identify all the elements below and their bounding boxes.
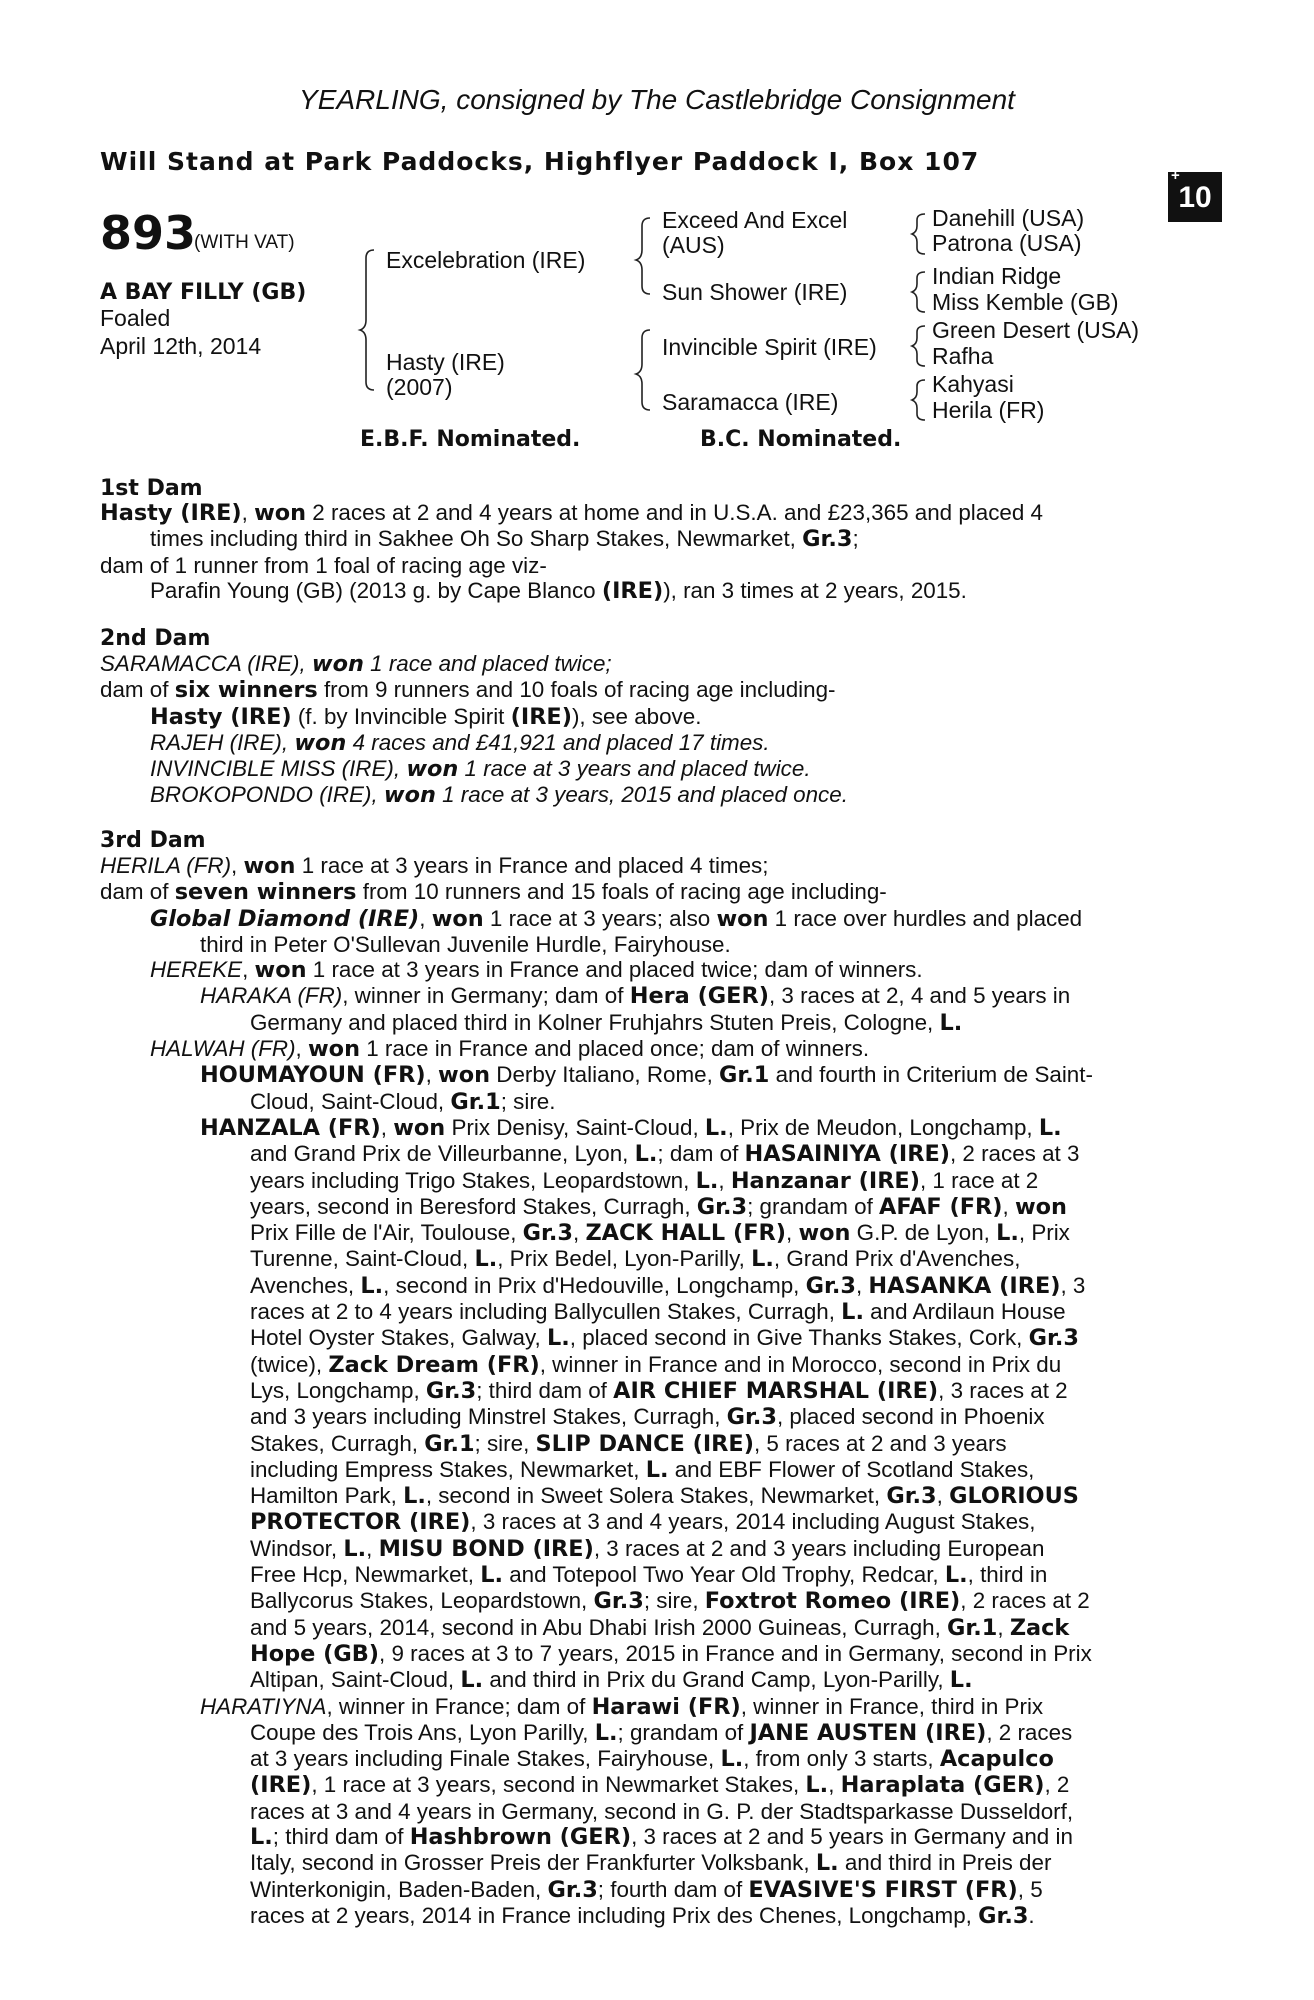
text-line: PROTECTOR (IRE), 3 races at 3 and 4 years, 2014 including August Stakes, bbox=[250, 1509, 1036, 1536]
pedigree-gen3-3: Indian Ridge bbox=[932, 263, 1062, 289]
pedigree-brackets bbox=[0, 0, 1314, 460]
pedigree-gen3-6: Rafha bbox=[932, 343, 994, 369]
stand-location: Will Stand at Park Paddocks, Highflyer Paddock I, Box 107 bbox=[100, 147, 980, 176]
text-line: third in Peter O'Sullevan Juvenile Hurdle, Fairyhouse. bbox=[200, 931, 731, 957]
pedigree-gen3-1: Danehill (USA) bbox=[932, 205, 1085, 231]
pedigree-dam: Hasty (IRE) bbox=[386, 349, 505, 375]
text-line: Cloud, Saint-Cloud, Gr.1; sire. bbox=[250, 1088, 556, 1115]
text-line: races at 2 to 4 years including Ballycullen Stakes, Curragh, L. and Ardilaun House bbox=[250, 1299, 1066, 1326]
text-line: Ballycorus Stakes, Leopardstown, Gr.3; sire, Foxtrot Romeo (IRE), 2 races at 2 bbox=[250, 1588, 1090, 1615]
text-line: BROKOPONDO (IRE), won 1 race at 3 years, 2015 and placed once. bbox=[150, 782, 848, 809]
pedigree-gen3-7: Kahyasi bbox=[932, 371, 1014, 397]
text-line: HANZALA (FR), won Prix Denisy, Saint-Cloud, L., Prix de Meudon, Longchamp, L. bbox=[200, 1114, 1062, 1141]
lot-vat: (WITH VAT) bbox=[194, 232, 295, 253]
pedigree-sire: Excelebration (IRE) bbox=[386, 247, 586, 273]
text-line: Hamilton Park, L., second in Sweet Solera Stakes, Newmarket, Gr.3, GLORIOUS bbox=[250, 1483, 1079, 1510]
pedigree-dam-year: (2007) bbox=[386, 374, 453, 400]
section-third-dam: 3rd Dam bbox=[100, 828, 206, 853]
text-line: Global Diamond (IRE), won 1 race at 3 years; also won 1 race over hurdles and placed bbox=[150, 905, 1083, 932]
badge-plus: + bbox=[1171, 167, 1180, 184]
text-line: races at 3 and 4 years in Germany, second in G. P. der Stadtsparkasse Dusseldorf, bbox=[250, 1798, 1074, 1824]
pedigree-gen3-5: Green Desert (USA) bbox=[932, 317, 1140, 343]
text-line: and Grand Prix de Villeurbanne, Lyon, L.; dam of HASAINIYA (IRE), 2 races at 3 bbox=[250, 1141, 1080, 1168]
text-line: Hotel Oyster Stakes, Galway, L., placed second in Give Thanks Stakes, Cork, Gr.3 bbox=[250, 1325, 1079, 1352]
text-line: dam of 1 runner from 1 foal of racing age viz- bbox=[100, 552, 547, 578]
text-line: Parafin Young (GB) (2013 g. by Cape Blanco (IRE)), ran 3 times at 2 years, 2015. bbox=[150, 577, 967, 604]
text-line: Hasty (IRE), won 2 races at 2 and 4 years at home and in U.S.A. and £23,365 and placed 4 bbox=[100, 500, 1043, 526]
text-line: Hope (GB), 9 races at 3 to 7 years, 2015 in France and in Germany, second in Prix bbox=[250, 1640, 1092, 1667]
text-line: times including third in Sakhee Oh So Sharp Stakes, Newmarket, Gr.3; bbox=[150, 526, 859, 553]
section-first-dam: 1st Dam bbox=[100, 476, 203, 501]
badge-number: 10 bbox=[1178, 181, 1212, 214]
text-line: and 5 years, 2014, second in Abu Dhabi Irish 2000 Guineas, Curragh, Gr.1, Zack bbox=[250, 1614, 1070, 1641]
text-line: dam of six winners from 9 runners and 10 foals of racing age including- bbox=[100, 677, 836, 704]
text-line: Stakes, Curragh, Gr.1; sire, SLIP DANCE (IRE), 5 races at 2 and 3 years bbox=[250, 1430, 1007, 1457]
pedigree-sire-sire: Exceed And Excel bbox=[662, 207, 848, 233]
text-line: HOUMAYOUN (FR), won Derby Italiano, Rome, Gr.1 and fourth in Criterium de Saint- bbox=[200, 1062, 1093, 1089]
pedigree-gen3-4: Miss Kemble (GB) bbox=[932, 289, 1119, 315]
pedigree-dam-dam: Saramacca (IRE) bbox=[662, 389, 839, 415]
text-line: Windsor, L., MISU BOND (IRE), 3 races at 2 and 3 years including European bbox=[250, 1535, 1045, 1562]
pedigree-sire-dam: Sun Shower (IRE) bbox=[662, 279, 848, 305]
text-line: and 3 years including Minstrel Stakes, Curragh, Gr.3, placed second in Phoenix bbox=[250, 1404, 1045, 1431]
text-line: Italy, second in Grosser Preis der Frankfurter Volksbank, L. and third in Preis der bbox=[250, 1850, 1052, 1877]
text-line: HERILA (FR), won 1 race at 3 years in France and placed 4 times; bbox=[100, 853, 769, 879]
text-line: HEREKE, won 1 race at 3 years in France and placed twice; dam of winners. bbox=[150, 957, 923, 984]
text-line: Turenne, Saint-Cloud, L., Prix Bedel, Lyon-Parilly, L., Grand Prix d'Avenches, bbox=[250, 1246, 1021, 1273]
text-line: HARAKA (FR), winner in Germany; dam of Hera (GER), 3 races at 2, 4 and 5 years in bbox=[200, 983, 1071, 1010]
foaled-date: April 12th, 2014 bbox=[100, 333, 262, 359]
text-line: (twice), Zack Dream (FR), winner in France and in Morocco, second in Prix du bbox=[250, 1351, 1062, 1378]
pedigree-dam-sire: Invincible Spirit (IRE) bbox=[662, 334, 877, 360]
section-second-dam: 2nd Dam bbox=[100, 626, 211, 651]
text-line: HARATIYNA, winner in France; dam of Harawi (FR), winner in France, third in Prix bbox=[200, 1693, 1044, 1720]
text-line: INVINCIBLE MISS (IRE), won 1 race at 3 years and placed twice. bbox=[150, 756, 811, 783]
text-line: including Empress Stakes, Newmarket, L. and EBF Flower of Scotland Stakes, bbox=[250, 1456, 1035, 1483]
text-line: years including Trigo Stakes, Leopardstown, L., Hanzanar (IRE), 1 race at 2 bbox=[250, 1167, 1039, 1194]
pedigree-gen3-8: Herila (FR) bbox=[932, 397, 1045, 423]
text-line: Coupe des Trois Ans, Lyon Parilly, L.; grandam of JANE AUSTEN (IRE), 2 races bbox=[250, 1719, 1073, 1746]
lot-name: A BAY FILLY (GB) bbox=[100, 280, 307, 305]
text-line: Lys, Longchamp, Gr.3; third dam of AIR CHIEF MARSHAL (IRE), 3 races at 2 bbox=[250, 1377, 1068, 1404]
text-line: Altipan, Saint-Cloud, L. and third in Prix du Grand Camp, Lyon-Parilly, L. bbox=[250, 1667, 973, 1694]
page-title: YEARLING, consigned by The Castlebridge Consignment bbox=[299, 84, 1015, 115]
first-dam-text bbox=[100, 500, 1200, 604]
text-line: (IRE), 1 race at 3 years, second in Newmarket Stakes, L., Haraplata (GER), 2 bbox=[250, 1772, 1070, 1799]
text-line: Prix Fille de l'Air, Toulouse, Gr.3, ZACK HALL (FR), won G.P. de Lyon, L., Prix bbox=[250, 1220, 1070, 1247]
text-line: dam of seven winners from 10 runners and 15 foals of racing age including- bbox=[100, 879, 887, 906]
pedigree-sire-sire-country: (AUS) bbox=[662, 232, 725, 258]
third-dam-text bbox=[100, 853, 1200, 1929]
ebf-nominated: E.B.F. Nominated. bbox=[360, 427, 581, 452]
lot-number: 893 bbox=[100, 206, 197, 260]
text-line: RAJEH (IRE), won 4 races and £41,921 and placed 17 times. bbox=[150, 729, 770, 756]
text-line: SARAMACCA (IRE), won 1 race and placed twice; bbox=[100, 651, 612, 677]
text-line: Avenches, L., second in Prix d'Hedouville, Longchamp, Gr.3, HASANKA (IRE), 3 bbox=[250, 1272, 1086, 1299]
foaled-label: Foaled bbox=[100, 305, 171, 331]
text-line: years, second in Beresford Stakes, Curragh, Gr.3; grandam of AFAF (FR), won bbox=[250, 1193, 1067, 1220]
text-line: Hasty (IRE) (f. by Invincible Spirit (IRE)), see above. bbox=[150, 703, 702, 730]
second-dam-text bbox=[100, 651, 1200, 809]
text-line: at 3 years including Finale Stakes, Fairyhouse, L., from only 3 starts, Acapulco bbox=[250, 1746, 1054, 1773]
text-line: Free Hcp, Newmarket, L. and Totepool Two Year Old Trophy, Redcar, L., third in bbox=[250, 1562, 1048, 1589]
bc-nominated: B.C. Nominated. bbox=[700, 427, 902, 452]
text-line: HALWAH (FR), won 1 race in France and placed once; dam of winners. bbox=[150, 1036, 870, 1063]
text-line: Germany and placed third in Kolner Fruhjahrs Stuten Preis, Cologne, L. bbox=[250, 1009, 963, 1036]
text-line: races at 2 years, 2014 in France including Prix des Chenes, Longchamp, Gr.3. bbox=[250, 1902, 1035, 1929]
text-line: L.; third dam of Hashbrown (GER), 3 races at 2 and 5 years in Germany and in bbox=[250, 1823, 1073, 1850]
pedigree-gen3-2: Patrona (USA) bbox=[932, 230, 1082, 256]
text-line: Winterkonigin, Baden-Baden, Gr.3; fourth dam of EVASIVE'S FIRST (FR), 5 bbox=[250, 1876, 1043, 1903]
